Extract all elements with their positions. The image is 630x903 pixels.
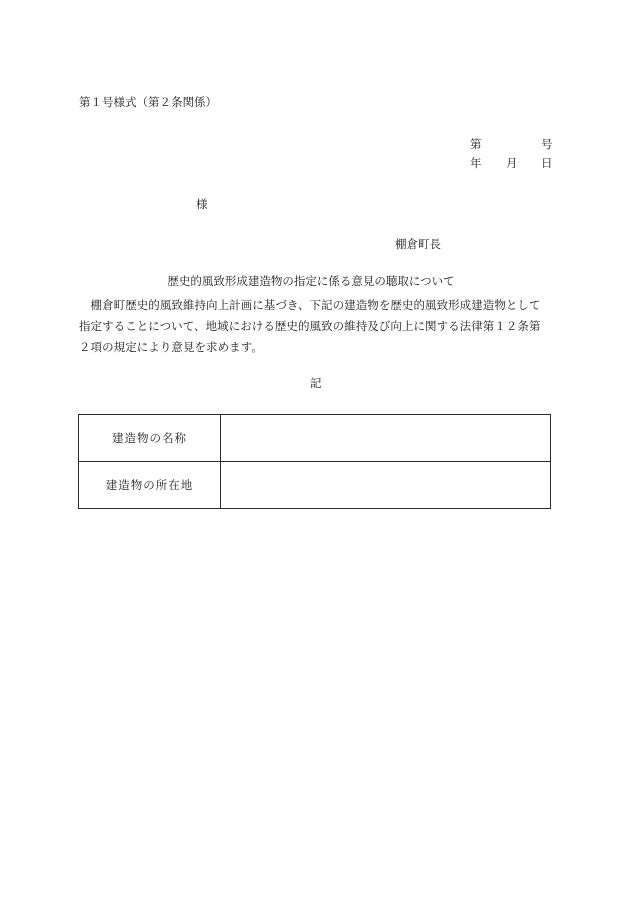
table-row <box>79 462 551 509</box>
body-paragraph <box>79 295 553 358</box>
document-number-label: 第 <box>470 137 482 151</box>
sender-title: 棚倉町長 <box>395 237 441 251</box>
building-name-label: 建造物の名称 <box>79 415 221 462</box>
body-line: 指定することについて、地域における歴史的風致の維持及び向上に関する法律第１２条第 <box>79 319 541 333</box>
body-line: ２項の規定により意見を求めます。 <box>79 340 263 354</box>
building-info-table <box>78 414 551 509</box>
form-number: 第１号様式（第２条関係） <box>79 95 217 109</box>
ki-heading: 記 <box>310 376 322 390</box>
date-day-label: 日 <box>541 156 553 170</box>
date-year-label: 年 <box>470 156 482 170</box>
building-name-field[interactable] <box>221 415 551 462</box>
table-row <box>79 415 551 462</box>
recipient-honorific: 様 <box>196 197 208 211</box>
building-location-label: 建造物の所在地 <box>79 462 221 509</box>
date-month-label: 月 <box>506 156 518 170</box>
subject-line: 歴史的風致形成建造物の指定に係る意見の聴取について <box>167 274 455 288</box>
building-location-field[interactable] <box>221 462 551 509</box>
body-line: 棚倉町歴史的風致維持向上計画に基づき、下記の建造物を歴史的風致形成建造物として <box>79 298 541 312</box>
document-number-suffix: 号 <box>541 137 553 151</box>
